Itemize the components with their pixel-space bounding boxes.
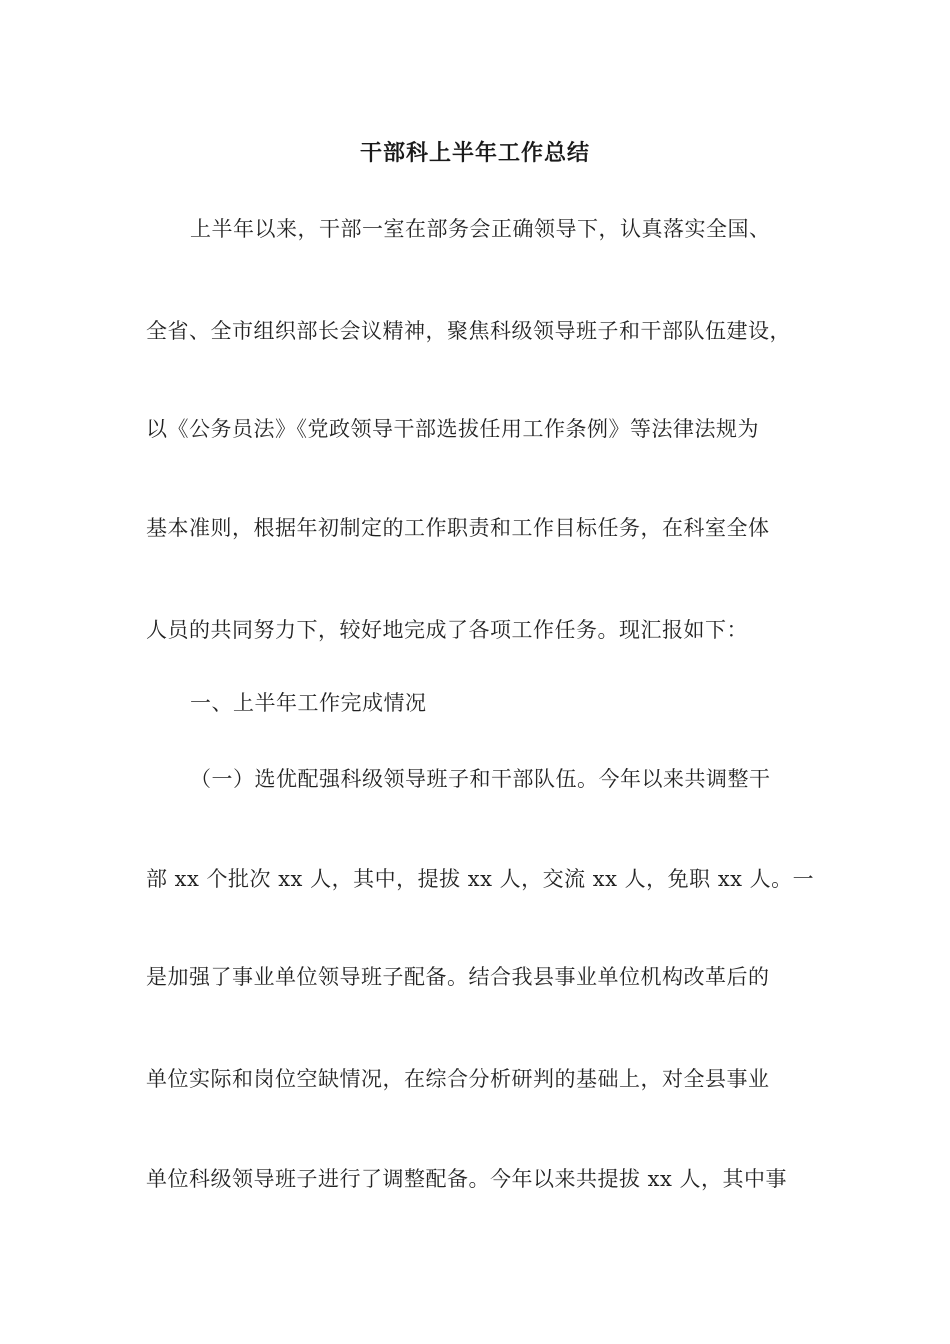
paragraph-line: 是加强了事业单位领导班子配备。结合我县事业单位机构改革后的 (146, 965, 770, 989)
paragraph-line: 以《公务员法》《党政领导干部选拔任用工作条例》等法律法规为 (146, 417, 759, 441)
paragraph-line: 上半年以来，干部一室在部务会正确领导下，认真落实全国、 (190, 217, 771, 241)
section-heading: 一、上半年工作完成情况 (190, 691, 427, 715)
paragraph-line: 全省、全市组织部长会议精神，聚焦科级领导班子和干部队伍建设， (146, 319, 791, 343)
document-title: 干部科上半年工作总结 (359, 141, 590, 166)
paragraph-line: （一）选优配强科级领导班子和干部队伍。今年以来共调整干 (190, 767, 771, 791)
paragraph-line: 部 xx 个批次 xx 人，其中，提拔 xx 人，交流 xx 人，免职 xx 人。一 (146, 867, 815, 891)
paragraph-line: 单位科级领导班子进行了调整配备。今年以来共提拔 xx 人，其中事 (146, 1167, 788, 1191)
paragraph-line: 基本准则，根据年初制定的工作职责和工作目标任务，在科室全体 (146, 516, 770, 540)
paragraph-line: 人员的共同努力下，较好地完成了各项工作任务。现汇报如下： (146, 618, 748, 642)
paragraph-line: 单位实际和岗位空缺情况，在综合分析研判的基础上，对全县事业 (146, 1067, 770, 1091)
